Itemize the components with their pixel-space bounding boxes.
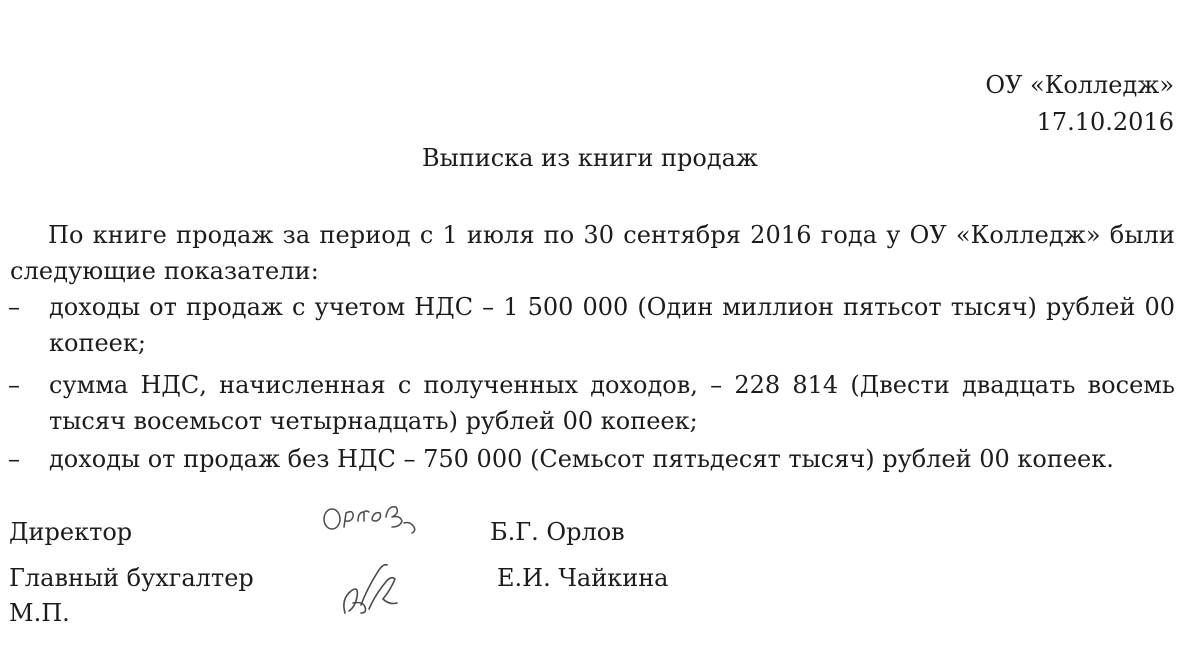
list-item xyxy=(8,289,1175,361)
director-name: Б.Г. Орлов xyxy=(490,518,625,546)
list-bullet: – xyxy=(8,293,20,321)
list-item-text: доходы от продаж без НДС – 750 000 (Семьсот пятьдесят тысяч) рублей 00 копеек. xyxy=(49,445,1114,473)
intro-paragraph: По книге продаж за период с 1 июля по 30 сентября 2016 года у ОУ «Колледж» были следующие показатели: xyxy=(10,221,1175,285)
director-signature xyxy=(320,497,420,537)
chief-accountant-name: Е.И. Чайкина xyxy=(497,564,669,592)
stamp-placeholder-label: М.П. xyxy=(9,599,70,627)
organization-name: ОУ «Колледж» xyxy=(985,71,1174,99)
document-date: 17.10.2016 xyxy=(1036,108,1174,136)
chief-accountant-signature xyxy=(335,555,415,625)
list-item-text: доходы от продаж с учетом НДС – 1 500 000 (Один миллион пятьсот тысяч) рублей 00 копеек; xyxy=(49,293,1175,357)
list-item xyxy=(8,441,1175,477)
list-item xyxy=(8,367,1175,439)
document-title: Выписка из книги продаж xyxy=(422,144,758,172)
list-item-text: сумма НДС, начисленная с полученных доходов, – 228 814 (Двести двадцать восемь тысяч восемьсот четырнадцать) рублей 00 копеек; xyxy=(49,371,1175,435)
director-label: Директор xyxy=(9,518,133,546)
list-bullet: – xyxy=(8,445,20,473)
chief-accountant-label: Главный бухгалтер xyxy=(9,564,254,592)
list-bullet: – xyxy=(8,371,20,399)
